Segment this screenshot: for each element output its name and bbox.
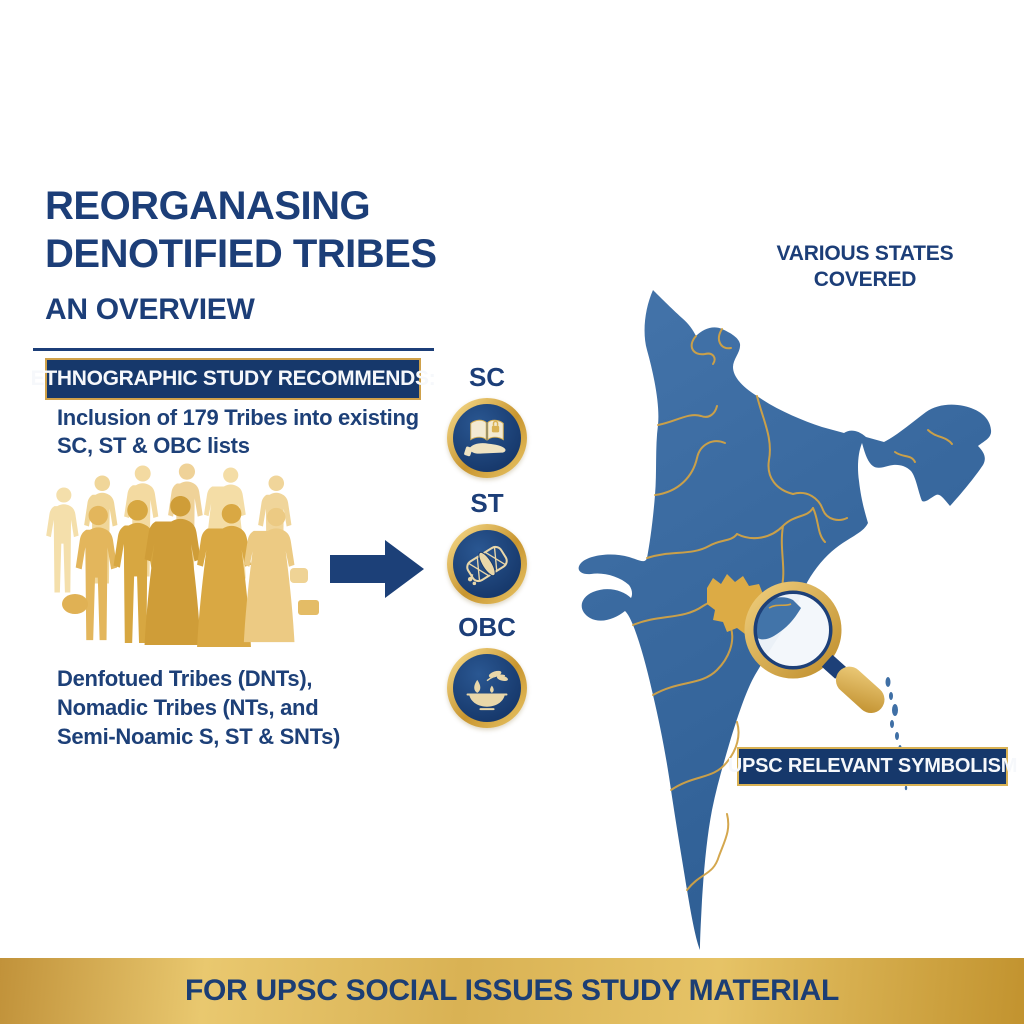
footer-band	[0, 958, 1024, 1024]
category-badge-obc	[447, 648, 527, 728]
dnt-people-illustration	[38, 452, 338, 664]
dnt-groups-line2: Nomadic Tribes (NTs, and	[57, 695, 319, 720]
category-label-st: ST	[470, 488, 504, 518]
category-badge-st	[447, 524, 527, 604]
right-arrow-icon	[330, 540, 424, 598]
page-title-line1: REORGANASING	[45, 184, 371, 228]
ethnographic-study-banner	[30, 358, 436, 400]
dnt-groups-line1: Denfotued Tribes (DNTs),	[57, 666, 313, 691]
category-badge-sc	[447, 398, 527, 478]
category-label-obc: OBC	[458, 612, 516, 642]
category-label-sc: SC	[468, 362, 506, 392]
upsc-symbolism-badge	[727, 747, 1018, 786]
category-badge-sc-inner	[453, 404, 521, 472]
page-subtitle: AN OVERVIEW	[45, 293, 255, 326]
map-caption-line2: COVERED	[813, 268, 917, 291]
recommendation-line1: Inclusion of 179 Tribes into existing	[57, 405, 419, 430]
map-caption-line1: VARIOUS STATES	[776, 242, 954, 265]
category-badge-st-inner	[453, 530, 521, 598]
tribal-drum-icon	[460, 537, 514, 591]
dnt-groups-note	[57, 664, 340, 751]
diya-lamp-icon	[461, 662, 513, 714]
divider-rule	[33, 348, 434, 351]
book-in-hand-icon	[461, 412, 513, 464]
upsc-symbolism-badge-label: UPSC RELEVANT SYMBOLISM	[727, 755, 1018, 777]
magnifier-icon	[749, 586, 890, 719]
ethnographic-study-banner-label: ETHNOGRAPHIC STUDY RECOMMENDS:	[30, 367, 436, 390]
page-title-line2: DENOTIFIED TRIBES	[45, 232, 437, 276]
category-badge-obc-inner	[453, 654, 521, 722]
footer-text: FOR UPSC SOCIAL ISSUES STUDY MATERIAL	[185, 974, 839, 1007]
recommendation-line2: SC, ST & OBC lists	[57, 433, 250, 458]
page-title	[45, 182, 437, 278]
dnt-groups-line3: Semi-Noamic S, ST & SNTs)	[57, 724, 341, 749]
india-map	[555, 280, 1000, 965]
